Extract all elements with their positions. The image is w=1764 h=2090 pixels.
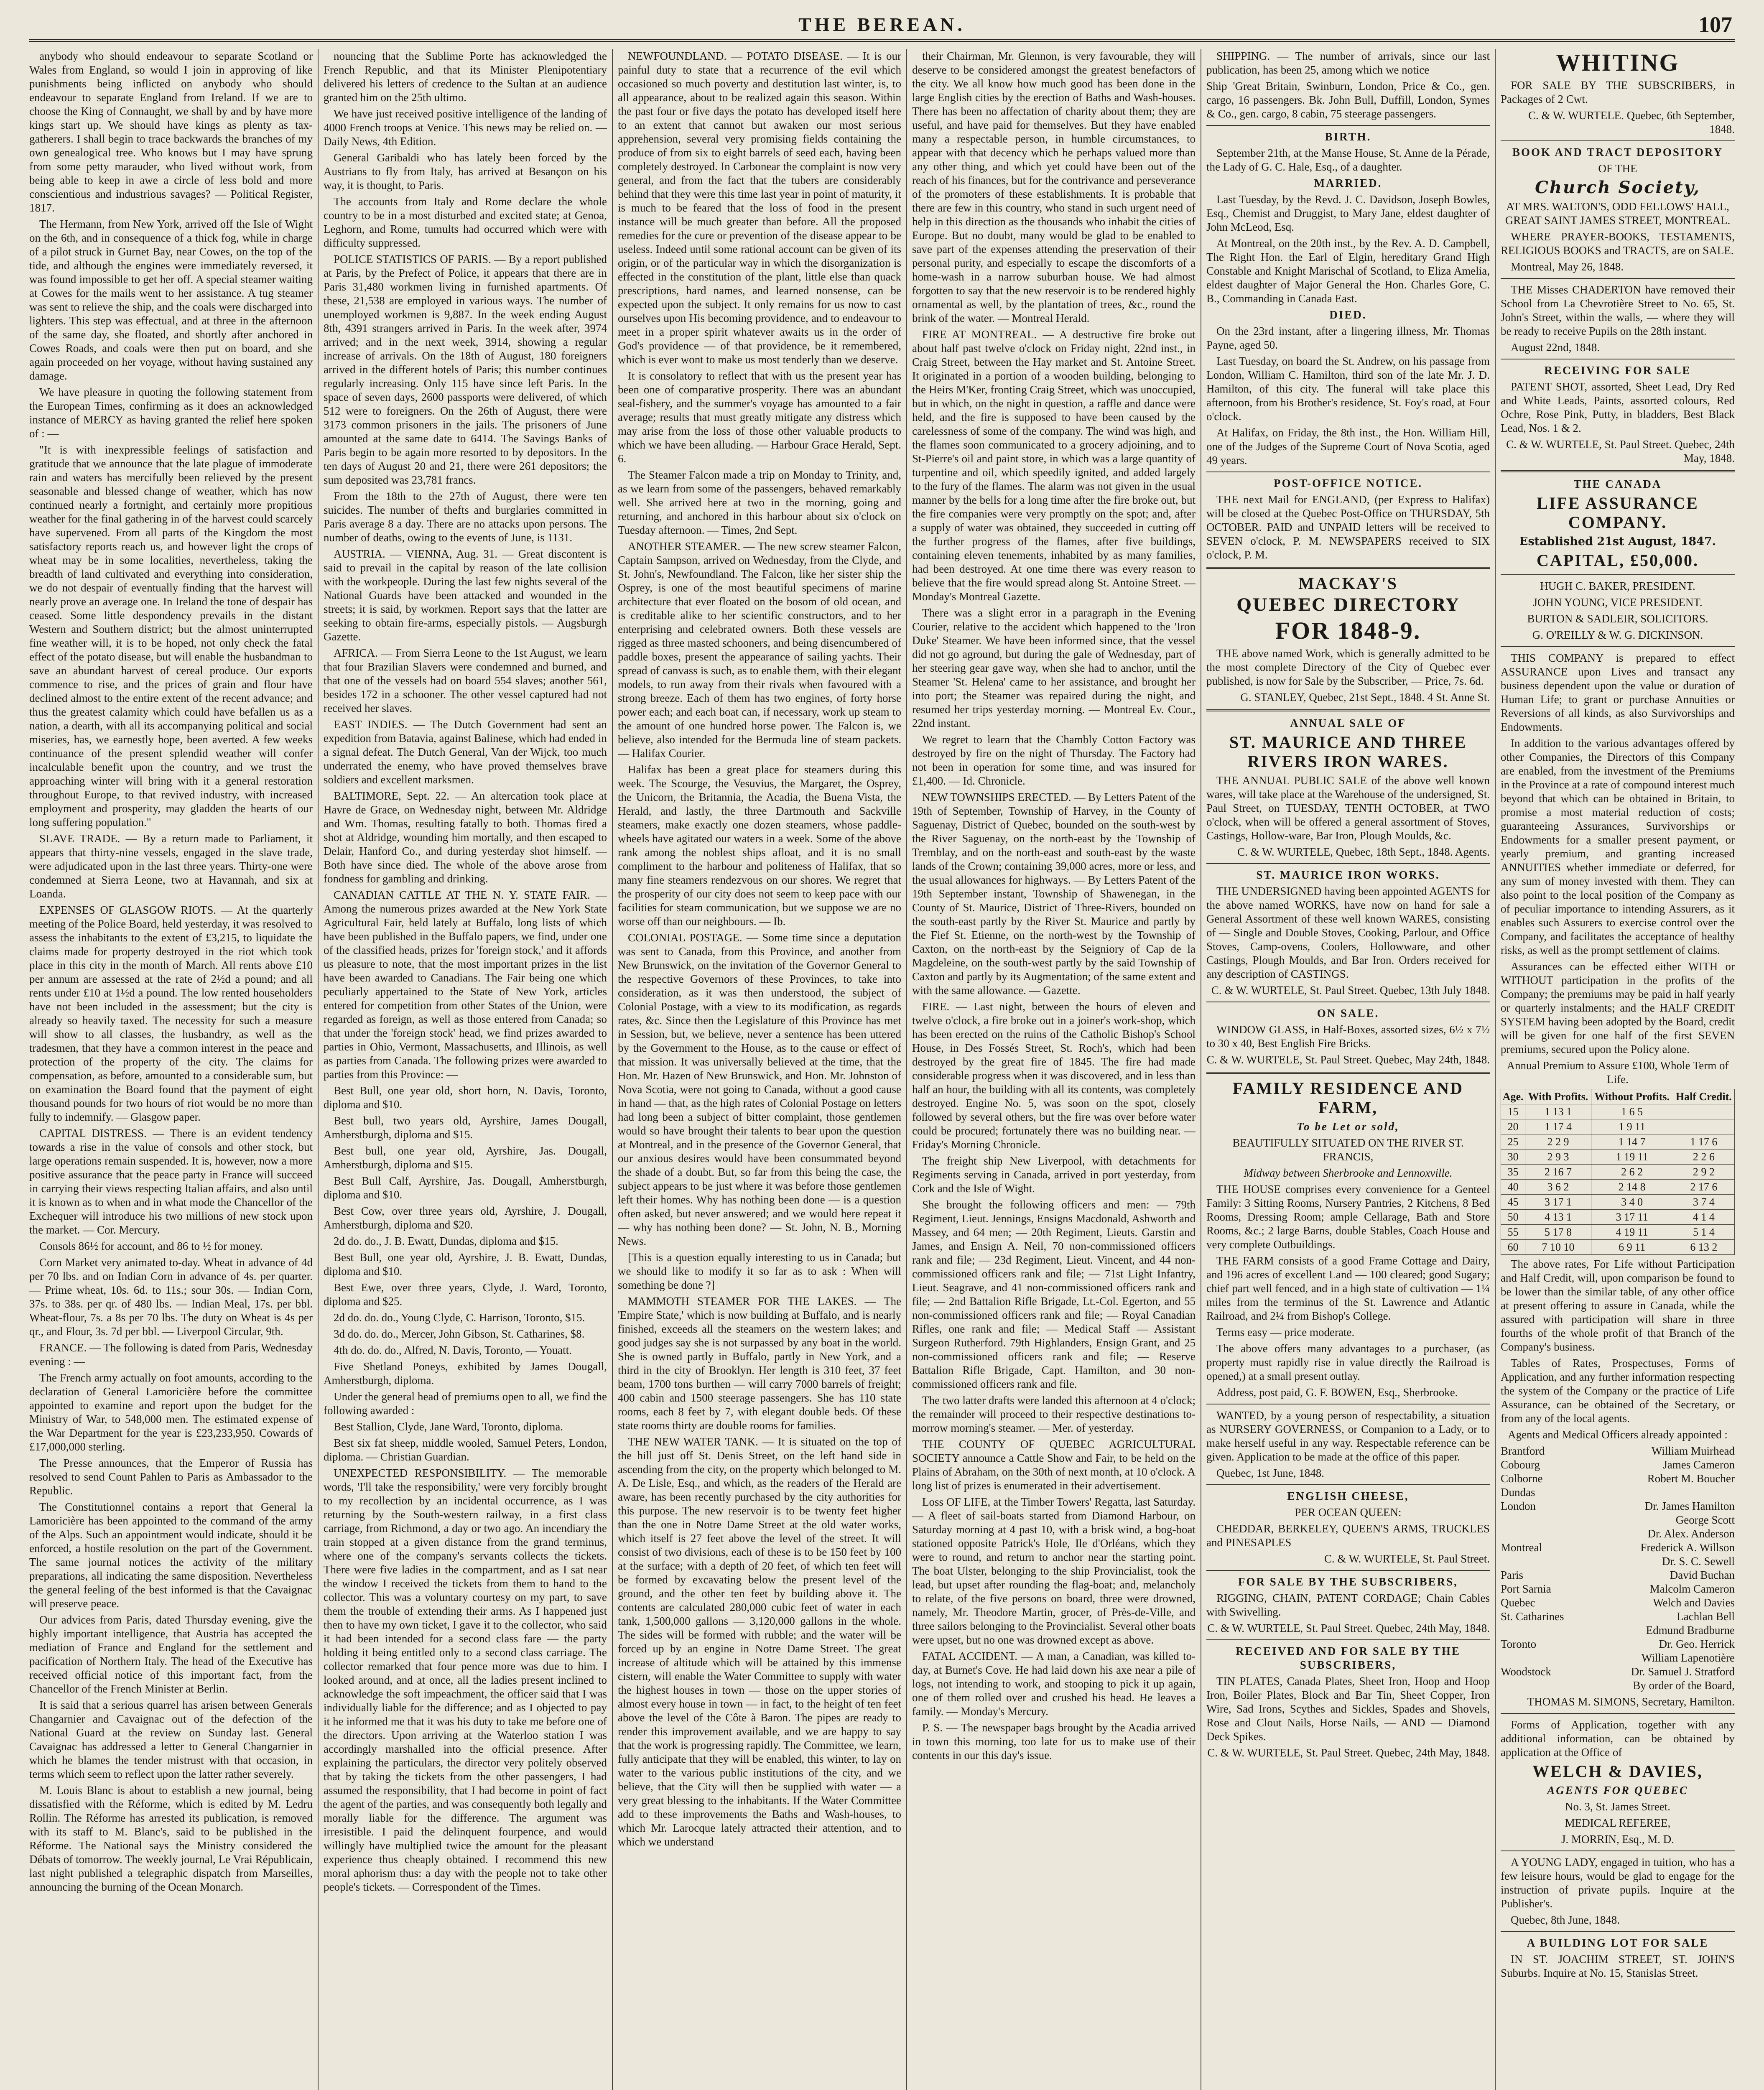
agent-name: Dr. S. C. Sewell [1662,1555,1735,1568]
residence-body: THE HOUSE comprises every convenience for a Genteel Family: 3 Sitting Rooms, Nursery Pantries, 2 Kitchens, 8 Bed Rooms, Dressing Room; ample Cellarage, Bath and Store Rooms, &c.; 2 large Barns, double Stables, Coach House and very complete Outbuildings. [1206,1183,1490,1251]
annual-sale-body: THE ANNUAL PUBLIC SALE of the above well known wares, will take place at the Warehouse of the undersigned, St. Paul Street, on TUESDAY, TENTH OCTOBER, at TWO o'clock, when will be offered a general assortment of Stoves, Castings, Hollow-ware, Bar Iron, Plough Moulds, &c. [1206,774,1490,842]
agent-entry [1501,1582,1735,1596]
agent-name: William Muirhead [1651,1445,1735,1457]
prize-entry: Best Bull Calf, Ayrshire, Jas. Dougall, Amherstburgh, diploma and $10. [324,1175,607,1201]
rigging-signature: C. & W. WURTELE, St. Paul Street. Quebec, 24th May, 1848. [1207,1622,1490,1634]
rates-cell: 2 9 2 [1673,1165,1734,1180]
article-paragraph: FIRE AT MONTREAL. — A destructive fire broke out about half past twelve o'clock on Friday night, 22nd inst., in Craig Street, between the Hay market and St. Antoine Street. It originated in a portion of a wooden building, belonging to the Heirs M'Ker, fronting Craig Street, which was unoccupied, but in which, on the night in question, a raffle and dance were held, and the fire is supposed to have been caused by the carelessness of some of the company. The wind was high, and the flames soon communicated to a grocery adjoining, and to St-Pierre's oil and paint store, in which was a large quantity of turpentine and oil, which speedily ignited, and added largely to the fury of the flames. The alarm was not given in the usual manner by the bells for a long time after the fire broke out, but the fire companies were very promptly on the spot; and, after a supply of water was obtained, they succeeded in cutting off the further progress of the flames, after five buildings, containing eleven tenements, inhabited by as many families, had been destroyed. At one time there was every reason to believe that the fire would spread along St. Antoine Street. — Monday's Montreal Gazette. [912,328,1196,603]
agent-place: St. Catharines [1501,1610,1564,1623]
agent-place: Toronto [1501,1638,1537,1650]
rates-row [1501,1150,1735,1165]
wanted-date: Quebec, 1st June, 1848. [1216,1467,1324,1479]
rates-header-cell: Age. [1501,1089,1525,1104]
secretary-signature: THOMAS M. SIMONS, Secretary, Hamilton. [1527,1695,1735,1708]
rates-cell: 3 17 11 [1591,1210,1673,1225]
annual-sale-heading: ANNUAL SALE OF [1290,717,1406,729]
rates-cell: 2 14 8 [1591,1180,1673,1195]
rates-cell: 40 [1501,1180,1525,1195]
rates-cell: 4 19 11 [1591,1225,1673,1240]
agent-name: George Scott [1675,1514,1735,1526]
rates-cell: 2 2 6 [1673,1150,1734,1165]
column-rule [318,49,319,2090]
on-sale-body: WINDOW GLASS, in Half-Boxes, assorted sizes, 6½ x 7½ to 30 x 40, Best English Fire Bricks. [1206,1023,1490,1050]
residence-signature: Address, post paid, G. F. BOWEN, Esq., Sherbrooke. [1216,1386,1458,1399]
masthead [29,12,1735,42]
column-rule [612,49,613,2090]
article-paragraph: M. Louis Blanc is about to establish a new journal, being dissatisfied with the Réforme, which is edited by M. Ledru Rollin. The Réforme has arrested its publication, is removed with its staff to M. Blanc's, said to be published in the Réforme. The National says the Ministry considered the Débats of tomorrow. The weekly journal, Le Vrai Républicain, last night published a telegraphic dispatch from Marseilles, announcing the burning of the Ocean Monarch. [29,1784,313,1893]
agent-place: Cobourg [1501,1458,1540,1471]
agent-name: Welch and Davies [1653,1596,1735,1609]
life-assurance-the: THE CANADA [1573,478,1662,490]
article-paragraph: The Presse announces, that the Emperor of Russia has resolved to send Count Pahlen to Paris as Ambassador to the Republic. [29,1457,313,1497]
article-paragraph: MAMMOTH STEAMER FOR THE LAKES. — The 'Empire State,' which is now building at Buffalo, and is nearly finished, exceeds all the steamers on the western lakes; and good judges say she is not surpassed by any boat in the world. She is owned partly in Buffalo, partly in New York, and a third in the city of Brooklyn. Her length is 310 feet, 37 feet beam, 1700 tons burthen — will carry 7000 barrels of freight; 400 cabin and 1500 steerage passengers. She has 110 state rooms, each 8 feet by 7, with elegant double beds. Of these state rooms thirty are double rooms for families. [618,1295,901,1432]
residence-terms: Terms easy — price moderate. [1216,1326,1355,1338]
rates-header-cell: Half Credit. [1673,1089,1734,1104]
article-paragraph: General Garibaldi who has lately been forced by the Austrians to fly from Italy, has arrived at Besançon on his way, it is thought, to Paris. [324,151,607,191]
life-assurance-body: Tables of Rates, Prospectuses, Forms of Application, and any further information respecting the system of the Company or the practice of Life Assurance, can be obtained of the Secretary, or from any of the local agents. [1501,1357,1735,1425]
rates-cell [1673,1119,1734,1134]
died-notice: On the 23rd instant, after a lingering illness, Mr. Thomas Payne, aged 50. [1206,325,1490,351]
prize-entry: 2d do. do., J. B. Ewatt, Dundas, diploma and $15. [334,1235,558,1247]
article-paragraph: We regret to learn that the Chambly Cotton Factory was destroyed by fire on the night of Thursday. The Factory had not been in operation for some time, and was insured for £1,400. — Id. Chronicle. [912,733,1196,787]
prize-entry: 3d do. do. do., Mercer, John Gibson, St. Catharines, $8. [334,1328,585,1340]
article-paragraph: EXPENSES OF GLASGOW RIOTS. — At the quarterly meeting of the Police Board, held yesterday, it was resolved to assess the inhabitants to the extent of £3,215, to liquidate the claims made for property destroyed in the riot which took place in this city in the month of March. All rents above £10 per annum are assessed at the rate of 2½d a pound; and all rents under £10 at 1½d a pound. The low rented householders have not been included in the assessment; but the city is already so heavily taxed. The necessity for such a measure will show to all classes, the husbandry, as well as the tradesmen, that they have a common interest in the peace and protection of the property of the city. The claims for compensation, as before, amounted to a considerable sum, but on examination the Board found that the payment of eight thousand pounds for two hours of riot would be no more than fully to indemnify. — Glasgow paper. [29,904,313,1123]
divider [1206,1072,1490,1074]
prize-entry: Best Bull, one year old, Ayrshire, J. B. Ewatt, Dundas, diploma and $10. [324,1251,607,1277]
medical-referee-name: J. MORRIN, Esq., M. D. [1561,1833,1675,1845]
agent-entry [1501,1513,1735,1527]
rates-row [1501,1165,1735,1180]
welch-davies-title: WELCH & DAVIES, [1532,1762,1703,1781]
column-4 [912,49,1196,2090]
article-paragraph: "It is with inexpressible feelings of satisfaction and gratitude that we announce that the late plague of immoderate rain and waters has mercifully been relieved by the present seasonable and blessed change of weather, which has now continued nearly a fortnight, and certainly more propitious weather for the final gathering in of the harvest could scarcely have supervened. From all parts of the Kingdom the most satisfactory reports reach us, and however light the crops of wheat may be in some localities, nevertheless, taking the breadth of land cultivated and everything into consideration, we do not despair of eventually finding that the harvest will nearly prove an average one. In Ireland the tone of despair has ceased. Some little despondency prevails in the distant Western and Southern district; but the almost uninterrupted fine weather will, it is to be hoped, not only check the fatal effect of the potato disease, but will enable the husbandman to save an abundant harvest of cereal produce. Our exports commence to rise, and the prices of grain and flour have declined almost to the entire extent of the recent advance; and thus the greatest calamity which could have befallen us as a nation, a dearth, with all its accompanying political and social miseries, has, we earnestly hope, been averted. A few weeks continuance of the present splendid weather will confer incalculable benefit upon the country, and we trust the approaching winter will bring with it a general restoration throughout Europe, to that revived industry, with increased employment and prosperity, may gladden the hearts of our long suffering population." [29,443,313,828]
agent-name: Dr. Samuel J. Stratford [1631,1665,1735,1678]
wanted-body: WANTED, by a young person of respectability, a situation as NURSERY GOVERNESS, or Companion to a Lady, or to make herself useful in any way. Respectable reference can be given. Application to be made at the office of this paper. [1206,1409,1490,1463]
article-paragraph: P. S. — The newspaper bags brought by the Acadia arrived in town this morning, too late for us to make use of their contents in our this day's issue. [912,1721,1196,1761]
annual-sale-title: ST. MAURICE AND THREE RIVERS IRON WARES. [1229,733,1467,771]
article-paragraph: The freight ship New Liverpool, with detachments for Regiments serving in Canada, arrived in port yesterday, from Cork and the Isle of Wight. [912,1155,1196,1195]
mackay-title: MACKAY'S [1298,574,1398,593]
rates-cell: 1 17 6 [1673,1134,1734,1150]
agent-place: Port Sarnia [1501,1583,1551,1595]
rates-header-cell: With Profits. [1525,1089,1591,1104]
rates-cell: 2 9 3 [1525,1150,1591,1165]
annual-sale-signature: C. & W. WURTELE, Quebec, 18th Sept., 1848. Agents. [1237,846,1490,858]
rates-cell: 30 [1501,1150,1525,1165]
agent-place: Colborne [1501,1472,1543,1485]
article-paragraph: CANADIAN CATTLE AT THE N. Y. STATE FAIR. — Among the numerous prizes awarded at the New York State Agricultural Fair, held lately at Buffalo, long lists of which have been published in the Buffalo papers, we find, under one of the classified heads, prizes for 'foreign stock,' and it affords us pleasure to note, that the most important prizes in the list have been awarded to Canadians. The Fair being one which peculiarly appertained to the State of New York, articles entered for competition from other States of the Union, were regarded as foreign, as well as those entered from Canada; so that under the 'foreign stock' head, we find prizes awarded to parties in Ohio, Vermont, Massachusetts, and Illinois, as well as parties from Canada. The following prizes were awarded to parties from this Province: — [324,889,607,1081]
died-heading: DIED. [1329,308,1367,321]
article-paragraph: NEW TOWNSHIPS ERECTED. — By Letters Patent of the 19th of September, Township of Harvey, in the County of Saguenay, District of Quebec, bounded on the south-west by the River Saguenay, on the north-east by the Township of Tremblay, and on the north-east and south-east by the waste lands of the Crown; containing 39,000 acres, more or less, and the usual allowances for highways. — By Letters Patent of the 19th September instant, Township of Shawenegan, in the County of St. Maurice, District of Three-Rivers, bounded on the south-east partly by the River St. Maurice and partly by the Fief St. Etienne, on the north-west by the Township of Caxton, on the north-east by the Seigniory of Cap de la Magdeleine, on the south-west partly by the said Township of Caxton and partly by its Augmentation; of the same extent and with the same allowance. — Gazette. [912,791,1196,997]
page-title: THE BEREAN. [798,14,966,35]
rates-cell: 6 13 2 [1673,1240,1734,1255]
died-notice: At Halifax, on Friday, the 8th inst., the Hon. William Hill, one of the Judges of the Supreme Court of Nova Scotia, aged 49 years. [1206,426,1490,466]
rates-cell: 35 [1501,1165,1525,1180]
rates-cell: 3 17 1 [1525,1195,1591,1210]
article-paragraph: It is consolatory to reflect that with us the present year has been one of comparative prosperity. There was an abundant seal-fishery, and the summer's voyage has amounted to a fair average; results that must greatly mitigate any distress which may arise from the loss of those other valuable products to which we have been alluding. — Harbour Grace Herald, Sept. 6. [618,370,901,465]
agent-name: Frederick A. Willson [1640,1541,1735,1554]
agent-entry [1501,1624,1735,1637]
agent-place: London [1501,1500,1536,1512]
life-assurance-established: Established 21st August, 1847. [1519,535,1716,548]
agent-entry [1501,1610,1735,1624]
depository-of: OF THE [1598,162,1637,175]
rates-row [1501,1240,1735,1255]
article-paragraph: Corn Market very animated to-day. Wheat in advance of 4d per 70 lbs. and on Indian Corn in advance of 4s. per quarter. — Prime wheat, 10s. 6d. to 11s.; sour 30s. — Indian Corn, 37s. to 38s. per qr. of 480 lbs. — Indian Meal, 17s. per bbl. Wheat-flour, 7s. a 8s per 70 lbs. The duty on Wheat is 4s per qr., and Flour, 3s. 7d per bbl. — Liverpool Circular, 9th. [29,1256,313,1338]
married-notice: At Montreal, on the 20th inst., by the Rev. A. D. Campbell, The Right Hon. the Earl of Elgin, hereditary Grand High Constable and Knight Marischal of Scotland, to Eliza Amelia, eldest daughter of Major General the Hon. Charles Gore, C. B., Commanding in Canada East. [1206,237,1490,305]
agent-place: Montreal [1501,1541,1542,1554]
rates-row [1501,1104,1735,1119]
residence-location-detail: Midway between Sherbrooke and Lennoxville. [1244,1167,1453,1179]
birth-notice: September 21th, at the Manse House, St. Anne de la Pérade, the Lady of G. C. Hale, Esq., of a daughter. [1206,147,1490,173]
rates-cell: 1 9 11 [1591,1119,1673,1134]
article-paragraph: The French army actually on foot amounts, according to the declaration of General Lamoricière before the committee appointed to examine and report upon the budget for the Ministry of War, to 548,000 men. The estimated expense of the War Department for the year is £23,233,950. Cowards of £17,000,000 sterling. [29,1371,313,1453]
rates-row [1501,1134,1735,1150]
agent-name: Dr. Alex. Anderson [1647,1527,1735,1540]
article-paragraph: AFRICA. — From Sierra Leone to the 1st August, we learn that four Brazilian Slavers were condemned and burned, and that one of the vessels had on board 554 slaves; another 561, besides 172 in a schooner. The other vessel captured had not received her slaves. [324,647,607,714]
rates-cell: 7 10 10 [1525,1240,1591,1255]
divider [1501,1850,1735,1851]
article-paragraph: Our advices from Paris, dated Thursday evening, give the highly important intelligence, that Austria has accepted the mediation of France and England for the settlement and pacification of Northern Italy. The head of the Executive has received official notice of this important fact, from the Chancellor of the French Minister at Berlin. [29,1613,313,1695]
residence-body: THE FARM consists of a good Frame Cottage and Dairy, and 196 acres of excellent Land — 100 cleared; good Sugary; chief part well fenced, and in a high state of cultivation — 1¼ miles from the terminus of the St. Lawrence and Atlantic Railroad, and 2¼ from Bishop's College. [1206,1254,1490,1322]
life-assurance-title: LIFE ASSURANCE COMPANY. [1537,494,1699,532]
divider [1501,470,1735,472]
rates-table-caption: Annual Premium to Assure £100, Whole Term of Life. [1507,1059,1729,1086]
officer-vice-president: JOHN YOUNG, VICE PRESIDENT. [1533,596,1703,609]
article-paragraph: Consols 86½ for account, and 86 to ½ for money. [39,1240,263,1252]
rates-cell: 15 [1501,1104,1525,1119]
post-office-heading: POST-OFFICE NOTICE. [1273,477,1423,489]
divider [1206,125,1490,126]
column-5 [1206,49,1490,2090]
article-paragraph: FRANCE. — The following is dated from Paris, Wednesday evening : — [29,1341,313,1368]
officer-president: HUGH C. BAKER, PRESIDENT. [1540,580,1695,592]
article-paragraph: COLONIAL POSTAGE. — Some time since a deputation was sent to Canada, from this Province, and another from New Brunswick, on the invitation of the Governor General to the respective Governors of these Provinces, to take into consideration, as it was then understood, the subject of Colonial Postage, with a view to its modification, as regards rates, &c. Since then the Legislature of this Province has met in Session, but, we believe, never a sentence has been uttered by the Government to the House, as to the cause or effect of that mission. It was universally believed at the time, that the Hon. Mr. Hazen of New Brunswick, and Hon. Mr. Johnston of Nova Scotia, were not going to Canada, without a good cause in hand — that, as the high rates of Colonial Postage on letters had long been a subject of bitter complaint, those gentlemen would so have brought their talents to bear upon the question at Montreal, and in the presence of the Governor General, that our anxious desires would have been consummated beyond the shade of a doubt. But, so far from this being the case, the subject appears to be just where it was before those gentlemen left their homes. Why has nothing been done — is a question often asked, but never answered; and we would here repeat it — why has nothing been done? — St. John, N. B., Morning News. [618,931,901,1247]
rates-cell: 50 [1501,1210,1525,1225]
receiving-body: PATENT SHOT, assorted, Sheet Lead, Dry Red and White Leads, Paints, assorted colours, Red Ochre, Rose Pink, Putty, in bladders, Best Black Lead, Nos. 1 & 2. [1501,380,1735,434]
agent-entry [1501,1568,1735,1582]
agent-entry [1501,1444,1735,1458]
rates-cell: 1 6 5 [1591,1104,1673,1119]
prize-entry: Best Bull, one year old, short horn, N. Davis, Toronto, diploma and $10. [324,1084,607,1111]
agent-entry [1501,1555,1735,1568]
divider [1206,863,1490,864]
divider [1206,709,1490,711]
article-paragraph: NEWFOUNDLAND. — POTATO DISEASE. — It is our painful duty to state that a recurrence of the evil which occasioned so much poverty and destitution last winter, is, to all appearance, about to be realized again this season. Within the past four or five days the potato has developed itself here to an extent that cannot but awaken our most serious apprehension, several very promising fields containing the produce of from six to eight barrels of seed each, having been completely destroyed. In Carbonear the complaint is now very general, and from the fact that the tubers are considerably behind that they were this time last year in point of maturity, it is much to be feared that the loss of food in the present instance will be much greater than before. All the proposed remedies for the cure or prevention of the disease appear to be useless. Indeed until some rational account can be given of its origin, or of the particular way in which the disorganization is effected in the constitution of the plant, little else than quack prescriptions, hard names, and learned nonsense, can be expected upon the subject. It only remains for us now to cast ourselves upon His becoming providence, and to endeavour to meet in a proper spirit whatever awaits us in the order of God's providence — of that providence, be it remembered, which is ever wont to make us most tenderly than we deserve. [618,50,901,366]
divider [1501,1713,1735,1714]
rates-cell: 55 [1501,1225,1525,1240]
residence-body: The above offers many advantages to a purchaser, (as property must rapidly rise in value directly the Railroad is opened,) at a small present outlay. [1206,1342,1490,1382]
rates-cell: 6 9 11 [1591,1240,1673,1255]
officer-solicitors: BURTON & SADLEIR, SOLICITORS. [1527,612,1708,625]
prize-entry: Best bull, one year old, Ayrshire, Jas. Dougall, Amherstburgh, diploma and $15. [324,1144,607,1171]
agents-heading: Agents and Medical Officers already appointed : [1508,1428,1728,1441]
rates-row [1501,1210,1735,1225]
received-body: TIN PLATES, Canada Plates, Sheet Iron, Hoop and Hoop Iron, Boiler Plates, Block and Bar Tin, Sheet Copper, Iron Wire, Sad Irons, Scythes and Sickles, Spades and Shovels, Rose and Clout Nails, Horse Nails, — AND — Diamond Deck Spikes. [1206,1675,1490,1743]
page-number: 107 [1698,12,1732,37]
column-3 [618,49,901,2090]
young-lady-body: A YOUNG LADY, engaged in tuition, who has a few leisure hours, would be glad to engage for the instruction of private pupils. Inquire at the Publisher's. [1501,1856,1735,1910]
rates-cell: 2 17 6 [1673,1180,1734,1195]
agent-name: Lachlan Bell [1677,1610,1735,1623]
article-paragraph: [This is a question equally interesting to us in Canada; but we should like to modify it so far as to ask : When will something be done ?] [618,1251,901,1291]
rates-header-cell: Without Profits. [1591,1089,1673,1104]
rates-cell: 60 [1501,1240,1525,1255]
mackay-subtitle: QUEBEC DIRECTORY [1236,595,1460,615]
depository-heading: BOOK AND TRACT DEPOSITORY [1512,146,1723,158]
article-paragraph: FATAL ACCIDENT. — A man, a Canadian, was killed to-day, at Burnet's Cove. He had laid down his axe near a pile of logs, not intending to work, and stooping to pick it up again, one of them rolled over and crushed his head. He leaves a family. — Monday's Mercury. [912,1650,1196,1718]
rates-cell: 4 1 4 [1673,1210,1734,1225]
officer-names: G. O'REILLY & W. G. DICKINSON. [1532,629,1703,641]
rates-cell [1673,1104,1734,1119]
article-paragraph: It is said that a serious quarrel has arisen between Generals Changarnier and Cavaignac out of the defection of the National Guard at the review on Sunday last. General Cavaignac has addressed a letter to General Changarnier in which he blames the tender mistrust with that occasion, in terms which seem to reflect upon the latter rather severely. [29,1699,313,1780]
rates-row [1501,1180,1735,1195]
prize-entry: Five Shetland Poneys, exhibited by James Dougall, Amherstburgh, diploma. [324,1360,607,1387]
rates-table [1501,1089,1735,1255]
agent-entry [1501,1596,1735,1610]
article-paragraph: ANOTHER STEAMER. — The new screw steamer Falcon, Captain Sampson, arrived on Wednesday, from the Clyde, and St. John's, Newfoundland. The Falcon, like her sister ship the Osprey, is one of the most beautiful specimens of marine architecture that ever floated on the bosom of old ocean, and is creditable alike to her scientific constructors, and to her enterprising and celebrated owners. Both these vessels are rigged as three masted schooners, and being disencumbered of paddle boxes, present the appearance of sailing yachts. Their spread of canvass is such, as to enable them, with their elegant models, to run away from their rivals when favoured with a strong breeze. Each of them has two engines, of forty horse power each; and each boat can, if necessary, work up steam to the amount of one hundred horse power. The Falcon is, we believe, also intended for the Bermuda line of steam packets. — Halifax Courier. [618,540,901,760]
column-1 [29,49,313,2090]
shipping-notice: SHIPPING. — The number of arrivals, since our last publication, has been 25, among which we notice [1206,50,1490,76]
iron-works-signature: C. & W. WURTELE, St. Paul Street. Quebec, 13th July 1848. [1211,984,1490,997]
rates-cell: 1 19 11 [1591,1150,1673,1165]
agent-name: Dr. Geo. Herrick [1659,1638,1735,1650]
rates-cell: 2 16 7 [1525,1165,1591,1180]
divider [1206,567,1490,569]
board-order: By order of the Board, [1633,1679,1735,1692]
rates-row [1501,1225,1735,1240]
article-paragraph: EAST INDIES. — The Dutch Government had sent an expedition from Batavia, against Balinese, which had ended in a signal defeat. The Dutch General, Van der Wijck, too much underrated the enemy, who have proved themselves brave soldiers and excellent marksmen. [324,718,607,786]
on-sale-signature: C. & W. WURTELE, St. Paul Street. Quebec, May 24th, 1848. [1206,1053,1490,1066]
welch-davies-address: No. 3, St. James Street. [1565,1800,1670,1813]
divider [1501,646,1735,647]
column-6 [1501,49,1735,2090]
article-paragraph: anybody who should endeavour to separate Scotland or Wales from England, so would I join in approving of like punishments being inflicted on anybody who should endeavour to separate England from Ireland. If we are to choose the King of Connaught, we shall by and by have more kings start up. We should have kings as plenty as tax-gatherers. I shall begin to trace backwards the branches of my own genealogical tree. Who knows but I may have sprung from some petty marauder, who lived without work, from being able to keep in awe a circle of less bold and more conscientious and industrious savages? — Political Register, 1817. [29,50,313,214]
welch-davies-subtitle: AGENTS FOR QUEBEC [1547,1784,1688,1797]
residence-title: FAMILY RESIDENCE AND FARM, [1233,1079,1463,1117]
agent-name: Edmund Bradburne [1646,1624,1735,1636]
prize-entry: Best six fat sheep, middle wooled, Samuel Peters, London, diploma. — Christian Guardian. [324,1437,607,1463]
agent-entry [1501,1458,1735,1472]
divider [1206,1484,1490,1485]
article-paragraph: There was a slight error in a paragraph in the Evening Courier, relative to the accident which happened to the 'Iron Duke' Steamer. We have been informed since, that the vessel did not go aground, but during the gale of Wednesday, part of her steering gear gave way, when she had to anchor, until the Steamer 'St. Helena' came to her assistance, and brought her into port; the Steamer was repaired during the night, and resumed her trips yesterday morning. — Montreal Ev. Cour., 22nd instant. [912,607,1196,729]
rates-cell: 1 14 7 [1591,1134,1673,1150]
agent-entry [1501,1665,1735,1679]
divider [1206,1570,1490,1571]
rates-cell: 2 2 9 [1525,1134,1591,1150]
article-paragraph: AUSTRIA. — VIENNA, Aug. 31. — Great discontent is said to prevail in the capital by reason of the late collision with the workpeople. During the last few nights several of the National Guards have been attacked and wounded in the streets; it is said, by workmen. Report says that the latter are seeking to obtain fire-arms, especially pistols. — Augsburgh Gazette. [324,548,607,643]
received-signature: C. & W. WURTELE, St. Paul Street. Quebec, 24th May, 1848. [1207,1746,1490,1759]
agent-name: David Buchan [1670,1569,1735,1581]
life-assurance-body: The above rates, For Life without Participation and Half Credit, will, upon comparison be found to be lower than the similar table, of any other office at present offering to assure in Canada, while the assured with participation will share in three fourths of the whole profit of that Branch of the Company's business. [1501,1258,1735,1353]
prize-entry: Best Cow, over three years old, Ayrshire, J. Dougall, Amherstburgh, diploma and $20. [324,1205,607,1231]
article-paragraph: POLICE STATISTICS OF PARIS. — By a report published at Paris, by the Prefect of Police, it appears that there are in Paris 31,480 workmen living in furnished apartments. Of these, 21,538 are employed in various ways. The number of unemployed workmen is 9,887. In the week ending August 8th, 4391 strangers arrived in Paris. In the week after, 3974 arrived; and in the next week, 3914, showing a regular increase of arrivals. On the 18th of August, 180 foreigners arrived in the different hotels of Paris; this number continues regularly increasing. Only 115 have since left Paris. In the space of seven days, 2600 passports were delivered, of which 512 were to foreigners. On the 26th of August, there were 3173 common prisoners in the jails. The prisoners of June amounted at the same date to 6414. The Savings Banks of Paris begin to be again more resorted to by depositors. In the ten days of August 20 and 21, there were 261 depositors; the sum deposited was 23,781 francs. [324,253,607,486]
agent-entry [1501,1527,1735,1541]
agent-place: Dundas [1501,1486,1535,1499]
died-notice: Last Tuesday, on board the St. Andrew, on his passage from London, William C. Hamilton, third son of the late Mr. J. D. Hamilton, of this city. The funeral will take place this afternoon, from his Brother's residence, St. Foy's road, at Four o'clock. [1206,355,1490,423]
rates-row [1501,1195,1735,1210]
forms-note: Forms of Application, together with any additional information, can be obtained by application at the Office of [1501,1718,1735,1759]
prize-entry: Best bull, two years old, Ayrshire, James Dougall, Amherstburgh, diploma and $15. [324,1114,607,1141]
rates-cell: 4 13 1 [1525,1210,1591,1225]
received-heading: RECEIVED AND FOR SALE BY THE SUBSCRIBERS, [1236,1645,1461,1671]
life-assurance-body: Assurances can be effected either WITH or WITHOUT participation in the profits of the Company; the premiums may be paid in half yearly or quarterly instalments; and the HALF CREDIT SYSTEM having been adopted by the Board, credit will be given for one half of the first SEVEN premiums, secured upon the Policy alone. [1501,960,1735,1055]
agent-entry [1501,1651,1735,1665]
receiving-heading: RECEIVING FOR SALE [1544,364,1691,377]
church-society-title: Church Society, [1535,178,1700,197]
rates-cell: 20 [1501,1119,1525,1134]
agent-name: Robert M. Boucher [1647,1472,1735,1485]
married-notice: Last Tuesday, by the Revd. J. C. Davidson, Joseph Bowles, Esq., Chemist and Druggist, to Mary Jane, eldest daughter of John McLeod, Esq. [1206,193,1490,233]
prize-entry: Best Stallion, Clyde, Jane Ward, Toronto, diploma. [334,1420,563,1433]
depository-address: AT MRS. WALTON'S, ODD FELLOWS' HALL, GREAT SAINT JAMES STREET, MONTREAL. [1505,200,1731,227]
rates-cell: 5 17 8 [1525,1225,1591,1240]
iron-works-heading: ST. MAURICE IRON WORKS. [1256,869,1440,881]
article-paragraph: FIRE. — Last night, between the hours of eleven and twelve o'clock, a fire broke out in a joiner's work-shop, which has been erected on the ruins of the Catholic Bishop's School House, in Des Fossés Street, St. Roch's, which had been destroyed by the great fire of 1845. The fire had made considerable progress when it was discovered, and in less than half an hour, the building with all its contents, was completely destroyed. Engine No. 5, was soon on the spot, closely followed by several others, but the fire was over before water could be procured; fortunately there was no building near. — Friday's Morning Chronicle. [912,1000,1196,1151]
young-lady-date: Quebec, 8th June, 1848. [1511,1914,1620,1926]
article-paragraph: From the 18th to the 27th of August, there were ten suicides. The number of thefts and burglaries committed in Paris average 8 a day. There are no attacks upon persons. The number of deaths, owing to the events of June, is 1131. [324,490,607,544]
agent-place: Brantford [1501,1445,1545,1457]
column-rule [906,49,907,2090]
cheese-signature: C. & W. WURTELE, St. Paul Street. [1324,1552,1490,1565]
agent-entry [1501,1472,1735,1486]
article-paragraph: THE COUNTY OF QUEBEC AGRICULTURAL SOCIETY announce a Cattle Show and Fair, to be held on the Plains of Abraham, on the 30th of next month, at 10 o'clock. A long list of prizes is enumerated in their advertisement. [912,1438,1196,1492]
life-assurance-body: In addition to the various advantages offered by other Companies, the Directors of this Company are enabled, from the investment of the Premiums in the Province at a rate of compound interest much beyond that which can be obtained in Britain, to promise a most material reduction of costs; guaranteeing Assurances, Survivorships or Endowments for a smaller present payment, or yearly premium, and granting increased ANNUITIES whether immediate or deferred, for any sum of money invested with them. They can also point to the local position of the Company as of peculiar importance to intending Assurers, as it enables such Assurers to exercise control over the Company, and facilitates the acceptance of healthy risks, as well as the prompt settlement of claims. [1501,737,1735,956]
agent-name: William Lapenotière [1641,1652,1735,1664]
whiting-signature: C. & W. WURTELE. Quebec, 6th September, 1848. [1528,109,1735,135]
depository-body: WHERE PRAYER-BOOKS, TESTAMENTS, RELIGIOUS BOOKS and TRACTS, are on SALE. [1501,230,1735,257]
rigging-body: RIGGING, CHAIN, PATENT CORDAGE; Chain Cables with Swivelling. [1206,1592,1490,1618]
column-rule [1495,49,1496,2090]
agent-name: Malcolm Cameron [1649,1583,1735,1595]
medical-referee-label: MEDICAL REFEREE, [1565,1817,1671,1829]
article-paragraph: THE NEW WATER TANK. — It is situated on the top of the hill just off St. Denis Street, on the left hand side in ascending from the city, on the property which belonged to M. A. De Lisle, Esq., and which, as the readers of the Herald are aware, has been recently purchased by the city authorities for this purpose. The new reservoir is to be twenty feet higher than the one in Notre Dame Street at the old water works, which itself is 27 feet above the level of the street. It will consist of two divisions, each of these is to be 150 feet by 100 at the surface; with a depth of 20 feet, of which ten feet will be formed by excavating below the present level of the ground, and the other ten feet by building above it. The contents are calculated 280,000 cubic feet of water in each tank, 1,500,000 gallons — 3,120,000 gallons in the whole. The sides will be formed with rubble; and the water will be forced up by an engine in Notre Dame Street. The great increase of altitude which will be attained by this immense cistern, will enable the Water Committee to supply with water the highest houses in town — those on the upper stories of almost every house in town — in fact, to the height of ten feet above the level of the Côte à Baron. The pipes are ready to render this improvement available, and we are happy to say that the work is progressing rapidly. The Committee, we learn, fully anticipate that they will be enabled, this winter, to lay on water to the various public institutions of the city, and we believe, that the City will then be supplied with water — a very great blessing to the inhabitants. If the Water Committee add to these improvements the Baths and Wash-houses, to which Mr. Larocque lately attracted their attention, and to which we understand [618,1435,901,1848]
divider [1206,1639,1490,1640]
life-assurance-body: THIS COMPANY is prepared to effect ASSURANCE upon Lives and transact any business dependent upon the value or duration of Human Life; to grant or purchase Annuities or Reversions of all kinds, as also Survivorships and Endowments. [1501,652,1735,733]
rates-cell: 3 4 0 [1591,1195,1673,1210]
article-paragraph: their Chairman, Mr. Glennon, is very favourable, they will deserve to be considered amongst the greatest benefactors of the city. We all know how much good has been done in the large English cities by the erection of Baths and Wash-houses. There has been no affectation of charity about them; they are useful, and have paid for themselves. But they have enabled many a respectable person, in humble circumstances, to appear with that decency which he perhaps valued more than any other thing, and which yet could have been out of the reach of his finances, but for the contrivance and perseverance of the promoters of these establishments. It is probable that there are few in this country, who stand in such urgent need of help in this direction as the thousands who inhabit the cities of Europe. But no doubt, many would be glad to be enabled to save part of the expenses attending the preservation of their personal purity, and especially to escape the discomforts of a home-wash in a narrow suburban house. We had almost forgotten to say that the new reservoir is to be rendered highly ornamental as well, by the plantation of trees, &c., round the brink of the water. — Montreal Herald. [912,50,1196,324]
article-paragraph: Loss OF LIFE, at the Timber Towers' Regatta, last Saturday. — A fleet of sail-boats started from Diamond Harbour, on Saturday morning at 4 past 10, with a brisk wind, a bog-boat stationed opposite Patrick's Hole, Ile d'Orléans, which they were to round, and return to anchor near the starting point. The boat Ulster, belonging to the ship Provincialist, took the lead, but upset after rounding the flag-boat; and, melancholy to relate, of the five persons on board, three were drowned, namely, Mr. Theodore Martin, grocer, of Près-de-Ville, and three sailors belonging to the Provincialist. Several other boats were upset, but no one was drowned except as above. [912,1496,1196,1646]
agent-name: Dr. James Hamilton [1644,1500,1735,1512]
school-body: THE Misses CHADERTON have removed their School from La Chevrotière Street to No. 65, St. John's Street, within the walls, — where they will be ready to receive Pupils on the 28th instant. [1501,283,1735,337]
residence-subtitle: To be Let or sold, [1297,1120,1399,1133]
article-paragraph: The two latter drafts were landed this afternoon at 4 o'clock; the remainder will proceed to their respective destinations to-morrow morning's steamer. — Mer. of yesterday. [912,1394,1196,1434]
article-paragraph: UNEXPECTED RESPONSIBILITY. — The memorable words, 'I'll take the responsibility,' were very forcibly brought to my recollection by an incidental occurrence, as I was returning by the South-western railway, in a first class carriage, from Richmond, a day or two ago. An incendiary the train stopped at a given distance from the grand terminus, where one of the company's servants collects the tickets. There were five ladies in the compartment, and as I sat near the window I received the tickets from them to hand to the collector. This was a voluntary courtesy on my part, to save them the trouble of extending their arms. As I happened just then to have my own ticket, I gave it to the collector, who said it had been intended for a second class fare — the party holding it being entitled only to a second class carriage. The collector remarked that four pence more was due to him. I looked around, and at once, all the ladies present inclined to acknowledge the soft impeachment, the officer said that I was individually liable for the difference; and as I objected to pay it he informed me that it was his duty to take me before one of the directors. Upon arriving at the Waterloo station I was accordingly marshalled into the official presence. After explaining the particulars, the director very politely observed that by taking the tickets from the other passengers, I had assumed the responsibility, that I had become in point of fact the agent of the parties, and was consequently both legally and morally liable for the difference. The argument was irresistible. I paid the delinquent fourpence, and would willingly have multiplied twice the amount for the pleasant experience thus cheaply obtained. I recommend this new moral aphorism thus: a day with the people not to take other people's tickets. — Correspondent of the Times. [324,1467,607,1893]
rates-cell: 5 1 4 [1673,1225,1734,1240]
mackay-signature: G. STANLEY, Quebec, 21st Sept., 1848. 4 St. Anne St. [1240,691,1490,703]
building-lot-body: IN ST. JOACHIM STREET, ST. JOHN'S Suburbs. Inquire at No. 15, Stanislas Street. [1501,1953,1735,1979]
agents-list [1501,1444,1735,1679]
iron-works-body: THE UNDERSIGNED having been appointed AGENTS for the above named WORKS, have now on hand for sale a General Assortment of these well known WARES, consisting of — Single and Double Stoves, Cooking, Parlour, and Office Stoves, Camp-ovens, Coolers, Hollowware, and other Castings, Plough Moulds, and Bar Iron. Orders received for any description of CASTINGS. [1206,885,1490,980]
divider [1501,1931,1735,1932]
married-heading: MARRIED. [1314,177,1382,189]
article-paragraph: BALTIMORE, Sept. 22. — An altercation took place at Havre de Grace, on Wednesday night, between Mr. Aldridge and Wm. Thomas, resulting fatally to both. Thomas fired a shot at Aldridge, wounding him mortally, and then escaped to Delair, Hanford Co., and during yesterday shot himself. — Both have since died. The whole of the above arose from fondness for gambling and drinking. [324,790,607,885]
school-date: August 22nd, 1848. [1511,341,1600,354]
article-paragraph: We have pleasure in quoting the following statement from the European Times, confirming as it does an acknowledged instance of MERCY as having granted the relief here spoken of : — [29,386,313,440]
prize-entry: Best Ewe, over three years, Clyde, J. Ward, Toronto, diploma and $25. [324,1281,607,1308]
article-paragraph: CAPITAL DISTRESS. — There is an evident tendency towards a rise in the value of consols and other stock, but large operations remain suspended. It is, however, now a more positive assurance that the peace party in France will succeed in carrying their views respecting Italian affairs, and also until it is known as to when and in what mode the Chancellor of the Exchequer will introduce his two millions of new stock upon the market. — Cor. Mercury. [29,1127,313,1236]
on-sale-heading: ON SALE. [1317,1007,1379,1020]
birth-heading: BIRTH. [1325,130,1371,143]
agent-entry [1501,1541,1735,1555]
agent-place: Paris [1501,1569,1523,1581]
rates-row [1501,1119,1735,1134]
rigging-heading: FOR SALE BY THE SUBSCRIBERS, [1238,1575,1458,1588]
rates-cell: 45 [1501,1195,1525,1210]
residence-location: BEAUTIFULLY SITUATED ON THE RIVER ST. FRANCIS, [1232,1137,1464,1163]
cheese-heading: ENGLISH CHEESE, [1287,1490,1409,1502]
agent-entry [1501,1499,1735,1513]
agent-name: James Cameron [1663,1458,1735,1471]
rates-cell: 25 [1501,1134,1525,1150]
building-lot-heading: A BUILDING LOT FOR SALE [1527,1937,1709,1949]
whiting-body: FOR SALE BY THE SUBSCRIBERS, in Packages of 2 Cwt. [1501,79,1735,105]
post-office-notice: THE next Mail for ENGLAND, (per Express to Halifax) will be closed at the Quebec Post-Office on THURSDAY, 5th OCTOBER. PAID and UNPAID letters will be received to SEVEN o'clock, P. M. NEWSPAPERS received to SIX o'clock, P. M. [1206,493,1490,561]
life-assurance-capital: CAPITAL, £50,000. [1536,551,1699,570]
article-paragraph: nouncing that the Sublime Porte has acknowledged the French Republic, and that its Minister Plenipotentiary delivered his letters of credence to the Sultan at an audience granted him on the 25th ultimo. [324,50,607,104]
shipping-list: Ship 'Great Britain, Swinburn, London, Price & Co., gen. cargo, 16 passengers. Bk. John Bull, Duffill, London, Symes & Co., gen. cargo, 8 cabin, 75 steerage passengers. [1206,80,1490,120]
divider [1501,574,1735,575]
article-paragraph: We have just received positive intelligence of the landing of 4000 French troops at Venice. This news may be relied on. — Daily News, 4th Edition. [324,107,607,148]
cheese-body: CHEDDAR, BERKELEY, QUEEN'S ARMS, TRUCKLES and PINESAPLES [1206,1522,1490,1549]
agent-entry [1501,1486,1735,1499]
agent-entry [1501,1637,1735,1651]
mackay-body: THE above named Work, which is generally admitted to be the most complete Directory of the City of Quebec ever published, is now for Sale by the Subscriber, — Price, 7s. 6d. [1206,647,1490,687]
article-paragraph: The accounts from Italy and Rome declare the whole country to be in a most disturbed and excited state; at Genoa, Leghorn, and Rome, tumults had occurred which were with difficulty suppressed. [324,195,607,249]
article-paragraph: Under the general head of premiums open to all, we find the following awarded : [324,1390,607,1417]
divider [1501,140,1735,141]
prize-entry: 4th do. do. do., Alfred, N. Davis, Toronto, — Youatt. [334,1344,572,1356]
receiving-signature: C. & W. WURTELE, St. Paul Street. Quebec, 24th May, 1848. [1506,438,1735,464]
rates-cell: 2 6 2 [1591,1165,1673,1180]
prize-entry: 2d do. do. do., Young Clyde, C. Harrison, Toronto, $15. [334,1311,585,1324]
article-paragraph: She brought the following officers and men: — 79th Regiment, Lieut. Jennings, Ensigns Macdonald, Ashworth and Massey, and 64 men; — 20th Regiment, Lieuts. Garstin and James, and Ensign A. Neil, 70 non-commissioned officers rank and file; — 23d Regiment, Lieut. Vincent, and 44 non-commissioned officers rank and file; — 71st Light Infantry, Lieut. Seagrave, and 41 non-commissioned officers rank and file; — 2nd Battalion Rifle Brigade, Lt.-Col. Egerton, and 55 non-commissioned officers rank and file; — Royal Canadian Rifles, one rank and file; — Medical Staff — Assistant Surgeon Rutherford. 79th Highlanders, Ensign Grant, and 25 non-commissioned officers rank and file; — Reserve Battalion Rifle Brigade, Capt. Hamilton, and 30 non-commissioned officers rank and file. [912,1198,1196,1390]
article-paragraph: SLAVE TRADE. — By a return made to Parliament, it appears that thirty-nine vessels, engaged in the slave trade, were adjudicated upon in the last three years. Thirty-one were condemned at Sierra Leone, two at Havannah, and six at Loanda. [29,832,313,900]
cheese-subheading: PER OCEAN QUEEN: [1295,1506,1402,1519]
column-2 [324,49,607,2090]
article-paragraph: Halifax has been a great place for steamers during this week. The Scourge, the Vesuvius, the Margaret, the Osprey, the Unicorn, the Britannia, the Acadia, the Buena Vista, the Herald, and lastly, the three Dartmouth and Sackville steamers, make exactly one dozen steamers, whose paddle-wheels have agitated our waters in a week. Some of the above rank among the noblest ships afloat, and it is no small compliment to the harbour and politeness of Halifax, that so many fine steamers rendezvous on our shores. We regret that the prosperity of our city does not seem to keep pace with our facilities for steam communication, but we suppose we are no worse off than our neighbours. — Ib. [618,763,901,928]
article-paragraph: The Steamer Falcon made a trip on Monday to Trinity, and, as we learn from some of the passengers, behaved remarkably well. She arrived here at two in the morning, going and returning, and anchored in this harbour about six o'clock on Tuesday afternoon. — Times, 2nd Sept. [618,469,901,536]
rates-cell: 1 13 1 [1525,1104,1591,1119]
rates-cell: 3 6 2 [1525,1180,1591,1195]
article-paragraph: The Constitutionnel contains a report that General la Lamoricière has been appointed to the command of the army of the Alps. Such an appointment would indicate, should it be enforced, a hostile resolution on the part of the Government. The same journal notices the activity of the military preparations, all indicating the same disposition. Nevertheless the general feeling of the best informed is that the Cavaignac will preserve peace. [29,1501,313,1610]
agent-place: Quebec [1501,1596,1535,1609]
rates-cell: 1 17 4 [1525,1119,1591,1134]
divider [1501,278,1735,279]
rates-cell: 3 7 4 [1673,1195,1734,1210]
agent-place: Woodstock [1501,1665,1551,1678]
article-paragraph: The Hermann, from New York, arrived off the Isle of Wight on the 6th, and in consequence of a thick fog, while in charge of a pilot struck in Gurnet Bay, near Cowes, on the top of the tide, and although the engines were immediately reversed, it was found impossible to get her off. A special steamer waiting at Cowes for the mails went to her assistance. A tug steamer was sent to relieve the ship, and the coals were discharged into lighters. This step was effectual, and at three in the afternoon of the same day, she floated, and shortly after anchored in Cowes Roads, and coals were then put on board, and she again proceeded on her voyage, without having sustained any damage. [29,218,313,382]
whiting-title: WHITING [1556,49,1680,76]
depository-date: Montreal, May 26, 1848. [1511,260,1624,273]
mackay-year: FOR 1848-9. [1275,617,1421,644]
